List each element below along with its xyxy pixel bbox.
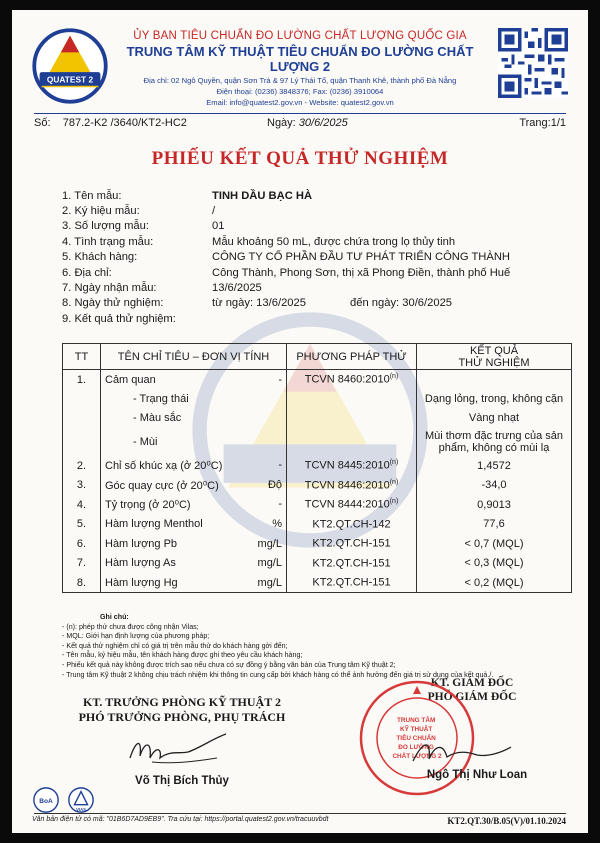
customer: CÔNG TY CỔ PHẦN ĐẦU TƯ PHÁT TRIỂN CÔNG THÀNH: [212, 251, 510, 264]
right-signatory-name: Ngô Thị Như Loan: [426, 769, 528, 781]
left-signatory-title: KT. TRƯỞNG PHÒNG KỸ THUẬT 2 PHÓ TRƯỞNG PHÒNG, PHỤ TRÁCH: [78, 695, 286, 724]
table-row: 4. Tỷ trọng (ở 20⁰C) - TCVN 8444:2010$^{(n)}$ 0,9013: [63, 495, 572, 515]
table-row: 8. Hàm lượng Hg mg/L KT2.QT.CH-151 < 0,2 (MQL): [63, 573, 572, 593]
signature-left: [122, 728, 232, 773]
verification-code: Văn bản điện tử có mã: "01B6D7AD9EB9". Tra cứu tại: https://portal.quatest2.gov.vn/tracuuvbdt: [32, 816, 329, 823]
phone: Điện thoại: (0236) 3848376; Fax: (0236) 3910064: [216, 87, 384, 96]
table-row: - Trạng thái Dạng lỏng, trong, không cặn: [63, 389, 572, 409]
page-title: PHIẾU KẾT QUẢ THỬ NGHIỆM: [151, 148, 449, 169]
table-row: 5. Hàm lượng Menthol % KT2.QT.CH-142 77,6: [63, 515, 572, 535]
table-row: 3. Góc quay cực (ở 20⁰C) Độ TCVN 8446:2010$^{(n)}$ -34,0: [63, 476, 572, 496]
table-row: 2. Chỉ số khúc xạ (ở 20⁰C) - TCVN 8445:2010$^{(n)}$ 1,4572: [63, 456, 572, 476]
center-name: TRUNG TÂM KỸ THUẬT TIÊU CHUẨN ĐO LƯỜNG CHẤT LƯỢNG 2: [126, 44, 474, 74]
table-row: 6. Hàm lượng Pb mg/L KT2.QT.CH-151 < 0,7 (MQL): [63, 534, 572, 554]
address: Địa chỉ: 02 Ngô Quyền, quận Sơn Trà & 97 Lý Thái Tổ, quận Thanh Khê, thành phố Đà Nẵng: [143, 76, 457, 85]
qr-code: [498, 28, 568, 98]
table-row: - Mùi Mùi thơm đặc trưng của sản phẩm, không có mùi lạ: [63, 428, 572, 456]
table-row: 1. Cảm quan - TCVN 8460:2010$^{(n)}$: [63, 370, 572, 390]
table-row: - Màu sắc Vàng nhạt: [63, 409, 572, 429]
boa-badge-icon: [32, 786, 60, 814]
svg-text:BoA: BoA: [39, 797, 53, 805]
footer-divider: [34, 813, 566, 814]
right-signatory-title: KT. GIÁM ĐỐC PHÓ GIÁM ĐỐC: [427, 677, 517, 703]
svg-text:TRUNG TÂM KỸ THUẬT: TRUNG TÂM KỸ THUẬT TIÊU CHUẨN ĐO LƯỜNG CHẤT LƯỢNG 2: [392, 717, 442, 760]
page-indicator: Trang:1/1: [519, 117, 566, 129]
org-name: ỦY BAN TIÊU CHUẨN ĐO LƯỜNG CHẤT LƯỢNG QUỐC GIA: [133, 30, 467, 42]
document-sheet: [12, 10, 588, 833]
sample-info: 1. Tên mẫu: TINH DẦU BẠC HÀ 2. Ký hiệu mẫu: / 3. Số lượng mẫu: 01 4. Tình trạng mẫu: Mẫu khoảng 50 mL, được chứa trong lọ thủy tinh 5. Khách hàng: CÔNG TY CỔ PHẦN ĐẦU TƯ PHÁT TRIỂN CÔNG THÀNH 6. Địa chỉ: Công Thành, Phong Sơn, thị xã Phong Điền, thành phố Huế 7. Ngày nhận mẫu: 13/6/2025 8. Ngày thử nghiệm: từ ngày: 13/6/2025 đến ngày: 30/6/2025 9. Kết quả thử nghiệm:: [62, 188, 572, 327]
logo-text: QUATEST 2: [46, 74, 94, 85]
contact: Email: info@quatest2.gov.vn - Website: quatest2.gov.vn: [206, 98, 394, 107]
left-signatory-name: Võ Thị Bích Thủy: [135, 775, 229, 787]
form-code: KT2.QT.30/B.05(V)/01.10.2024: [447, 816, 566, 826]
header: [112, 30, 488, 107]
results-table: [62, 343, 572, 593]
table-row: 7. Hàm lượng As mg/L KT2.QT.CH-151 < 0,3 (MQL): [63, 554, 572, 574]
sample-name: TINH DẦU BẠC HÀ: [212, 189, 313, 202]
quatest-logo: [32, 28, 108, 104]
doc-number: Số: 787.2-K2 /3640/KT2-HC2: [34, 117, 187, 129]
vias-badge-icon: [67, 786, 95, 814]
header-divider: [34, 113, 566, 114]
svg-text:VIAS: VIAS: [76, 807, 86, 813]
table-header: TT TÊN CHỈ TIÊU – ĐƠN VỊ TÍNH PHƯƠNG PHÁP THỬ KẾT QUẢ THỬ NGHIỆM: [63, 344, 572, 370]
doc-date: Ngày: 30/6/2025: [267, 117, 348, 129]
notes: Ghi chú: - (n): phép thử chưa được công nhận Vilas; - MQL: Giới hạn định lượng của phương pháp; - Kết quả thử nghiệm chỉ có giá trị trên mẫu thử do khách hàng gởi đến; - Tên mẫu, ký hiệu mẫu, tên khách hàng được ghi theo yêu cầu khách hàng; - Phiếu kết quả này không được trích sao nếu chưa có sự đồng ý bằng văn bản của Trung tâm Kỹ thuật 2; - Trung tâm Kỹ thuật 2 không chịu trách nhiệm khi thông tin cung cấp bởi khách hàng có thể ảnh hưởng đến giá trị sử dụng của kết quả./.: [62, 613, 494, 679]
